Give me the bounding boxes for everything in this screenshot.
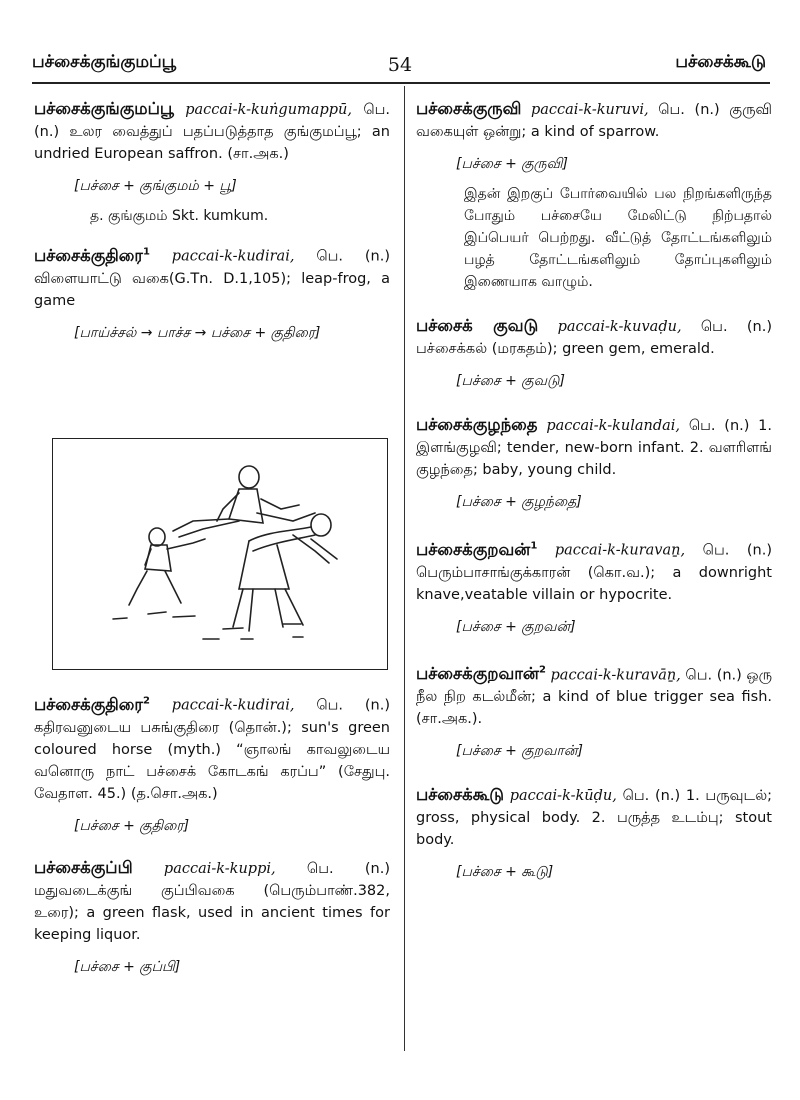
transliteration: paccai-k-kulandai, (546, 418, 681, 434)
transliteration: paccai-k-kudirai, (171, 697, 295, 714)
etymology: [பாய்ச்சல் → பாச்ச → பச்சை + குதிரை] (74, 324, 321, 341)
etymology: [பச்சை + குதிரை] (74, 817, 190, 834)
superscript: 2 (142, 695, 150, 706)
entry (34, 857, 390, 978)
headword: பச்சைக்கூடு (416, 785, 504, 804)
definition: பெ. (n.) 1. இளங்குழவி; tender, new-born infant. 2. வளரிளங் குழந்தை; baby, young child. (416, 418, 773, 478)
note: த. குங்குமம் Skt. kumkum. (90, 208, 269, 224)
headword: பச்சைக்குப்பி (34, 857, 133, 877)
etymology: [பச்சை + குங்குமம் + பூ] (74, 178, 237, 194)
entry (416, 98, 772, 293)
column-divider (404, 86, 405, 1051)
headword: பச்சைக்குங்குமப்பூ (34, 99, 174, 118)
etymology: [பச்சை + குறவான்] (456, 743, 583, 759)
headword: பச்சைக்குதிரை$^1$ (34, 245, 150, 265)
headword: பச்சைக் குவடு (416, 316, 539, 335)
transliteration: paccai-k-kūḍu, (509, 788, 617, 804)
etymology: [பச்சை + குருவி] (456, 156, 568, 172)
definition: பெ. (n.) உலர வைத்துப் பதப்படுத்தாத குங்குமப்பூ; an undried European saffron. (சா.அக.) (34, 102, 391, 162)
running-head-left: பச்சைக்குங்குமப்பூ (32, 52, 177, 72)
definition: பெ. (n.) மதுவடைக்குங் குப்பிவகை (பெரும்பாண்.382, உரை); a green flask, used in ancient times for keeping liquor. (34, 860, 390, 943)
entry (416, 414, 772, 513)
entry (416, 535, 772, 638)
etymology: [பச்சை + குப்பி] (74, 958, 181, 975)
etymology: [பச்சை + கூடு] (456, 864, 554, 880)
headword: பச்சைக்குதிரை$^2$ (34, 694, 150, 714)
etymology: [பச்சை + குழந்தை] (456, 494, 582, 510)
entry (34, 98, 390, 227)
transliteration: paccai-k-kudirai, (171, 248, 295, 265)
definition: பெ. (n.) 1. பருவுடல்; gross, physical body. 2. பருத்த உடம்பு; stout body. (416, 788, 773, 848)
headword: பச்சைக்குருவி (416, 99, 522, 118)
transliteration: paccai-k-kuvaḍu, (557, 319, 682, 335)
definition: பெ. (n.) ஒரு நீல நிற கடல்மீன்; a kind of blue trigger sea fish. (சா.அக.). (416, 667, 773, 727)
headword: பச்சைக்குறவன்$^1$ (416, 539, 538, 559)
entry (416, 315, 772, 392)
entry (34, 241, 390, 344)
page-number: 54 (387, 54, 413, 76)
entry (416, 784, 772, 883)
definition: பெ. (n.) விளையாட்டு வகை(G.Tn. D.1,105); leap-frog, a game (34, 248, 390, 309)
superscript: 1 (142, 246, 150, 257)
note: இதன் இறகுப் போர்வையில் பல நிறங்களிருந்த போதும் பச்சையே மேலிட்டு நிற்பதால் இப்பெயர் பெற்றது. வீட்டுத் தோட்டங்களிலும் பழத் தோட்டங்களிலும் தோப்புகளிலும் இணையாக வாழும். (464, 186, 772, 290)
definition: பெ. (n.) பச்சைக்கல் (மரகதம்); green gem, emerald. (416, 319, 772, 357)
superscript: 2 (538, 664, 546, 676)
entry (416, 660, 772, 763)
definition: பெ. (n.) குருவி வகையுள் ஒன்று; a kind of sparrow. (416, 102, 773, 140)
left-column (34, 98, 390, 344)
right-column (416, 98, 772, 883)
etymology: [பச்சை + குவடு] (456, 373, 565, 389)
header-rule (32, 82, 770, 84)
transliteration: paccai-k-kuruvi, (530, 102, 649, 118)
leap-frog-icon (53, 439, 387, 669)
headword: பச்சைக்குறவான்$^2$ (416, 664, 546, 683)
superscript: 1 (530, 540, 538, 551)
running-head-right: பச்சைக்கூடு (675, 52, 766, 72)
transliteration: paccai-k-kuravāṉ, (550, 667, 681, 683)
left-column-lower (34, 690, 390, 978)
definition: பெ. (n.) பெரும்பாசாங்குக்காரன் (கொ.வ.); a downright knave,veatable villain or hypocrite. (416, 542, 772, 603)
definition: பெ. (n.) கதிரவனுடைய பசுங்குதிரை (தொன்.); sun's green coloured horse (myth.) “ஞாலங் காவலுடைய வனொரு நாட் பச்சைக் கோடகங் கரப்ப” (சேதுபு. வேதாள. 45.) (த.சொ.அக.) (34, 697, 390, 802)
entry (34, 690, 390, 837)
etymology: [பச்சை + குறவன்] (456, 618, 576, 635)
headword: பச்சைக்குழந்தை (416, 415, 538, 434)
leap-frog-illustration (52, 438, 388, 670)
transliteration: paccai-k-kuṅgumappū, (185, 102, 352, 118)
transliteration: paccai-k-kuravaṉ, (554, 542, 686, 559)
transliteration: paccai-k-kuppi, (163, 860, 276, 877)
